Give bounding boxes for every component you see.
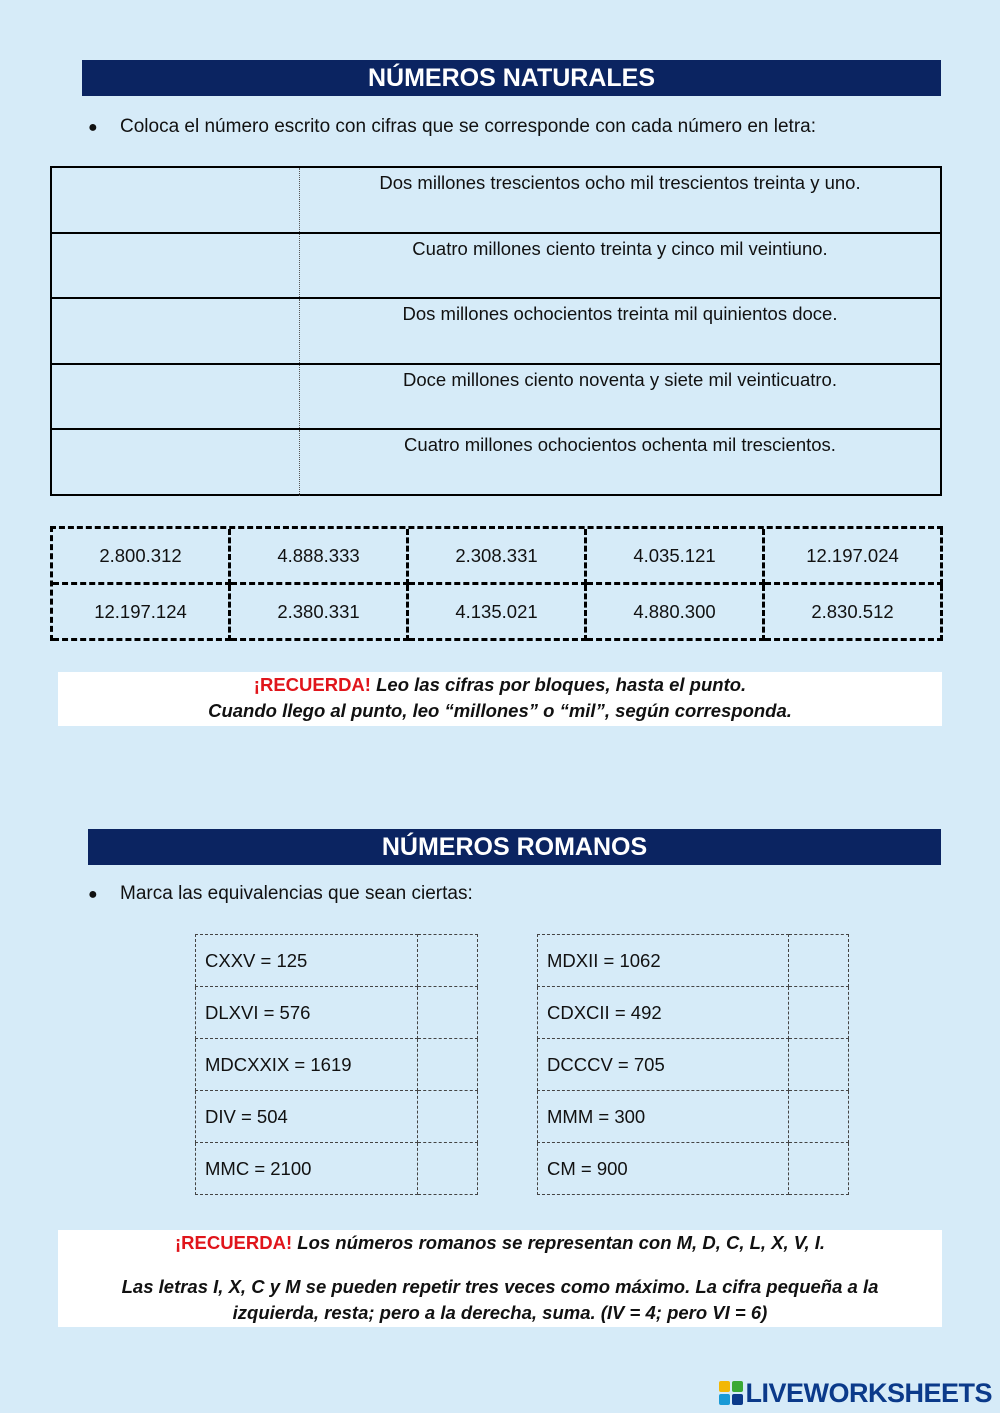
number-word-text: Cuatro millones ciento treinta y cinco mil veintiuno. [412,237,828,259]
number-option[interactable]: 2.830.512 [765,585,943,641]
number-option[interactable]: 2.308.331 [409,529,587,585]
number-option[interactable]: 4.880.300 [587,585,765,641]
check-box[interactable] [789,1143,849,1195]
number-options-grid [50,526,943,641]
roman-equivalence: MDXII = 1062 [538,935,789,987]
roman-numbers-title: NÚMEROS ROMANOS [88,829,941,865]
roman-equivalence: CM = 900 [538,1143,789,1195]
answer-drop-zone-3[interactable] [52,299,300,363]
table-row [196,1039,478,1091]
liveworksheets-logo [719,1376,992,1410]
answer-drop-zone-1[interactable] [52,168,300,232]
reminder-label: ¡RECUERDA! [174,1232,293,1253]
number-word-text: Dos millones trescientos ocho mil trescientos treinta y uno. [379,172,861,193]
roman-equivalence: MDCXXIX = 1619 [196,1039,418,1091]
roman-table-right [537,934,849,1195]
bullet-icon: ● [88,119,98,136]
table-row [52,299,940,365]
roman-equivalence: MMM = 300 [538,1091,789,1143]
number-word-text: Dos millones ochocientos treinta mil quinientos doce. [402,303,838,325]
roman-equivalence: CDXCII = 492 [538,987,789,1039]
logo-text: LIVEWORKSHEETS [745,1377,992,1408]
reminder-text: Leo las cifras por bloques, hasta el punto. [376,674,747,695]
answer-drop-zone-5[interactable] [52,430,300,496]
reminder-line-1 [58,672,942,698]
number-option[interactable]: 12.197.024 [765,529,943,585]
roman-equivalence: DIV = 504 [196,1091,418,1143]
natural-instruction-text: Coloca el número escrito con cifras que se corresponde con cada número en letra: [120,116,816,137]
table-row [538,987,849,1039]
table-row [538,1091,849,1143]
table-row [52,168,940,234]
reminder-label: ¡RECUERDA! [253,674,371,695]
check-box[interactable] [418,1039,478,1091]
bullet-icon: ● [88,886,98,903]
table-row [196,1091,478,1143]
table-row [196,1143,478,1195]
table-row [538,1143,849,1195]
table-row [52,430,940,496]
check-box[interactable] [418,1091,478,1143]
natural-instruction [88,116,816,138]
number-option[interactable]: 2.800.312 [53,529,231,585]
number-option[interactable]: 4.135.021 [409,585,587,641]
check-box[interactable] [789,1091,849,1143]
natural-reminder-box [58,672,942,726]
table-row [52,234,940,300]
roman-reminder-box [58,1230,942,1327]
check-box[interactable] [789,1039,849,1091]
roman-equivalence: DCCCV = 705 [538,1039,789,1091]
answer-drop-zone-2[interactable] [52,234,300,298]
number-option[interactable]: 12.197.124 [53,585,231,641]
roman-equivalence: DLXVI = 576 [196,987,418,1039]
reminder-line-2: Cuando llego al punto, leo “millones” o “mil”, según corresponda. [208,700,792,721]
answer-drop-zone-4[interactable] [52,365,300,429]
reminder-text: Los números romanos se representan con M, D, C, L, X, V, I. [297,1232,826,1253]
table-row [52,365,940,431]
number-word-text: Doce millones ciento noventa y siete mil veinticuatro. [403,368,837,390]
roman-table-left [195,934,478,1195]
roman-equivalence: CXXV = 125 [196,935,418,987]
check-box[interactable] [418,1143,478,1195]
number-word-text: Cuatro millones ochocientos ochenta mil trescientos. [404,434,836,456]
roman-equivalence: MMC = 2100 [196,1143,418,1195]
liveworksheets-logo-icon [719,1381,743,1405]
table-row [196,935,478,987]
table-row [196,987,478,1039]
roman-instruction [88,883,473,905]
check-box[interactable] [418,987,478,1039]
number-words-table [50,166,942,496]
number-option[interactable]: 4.888.333 [231,529,409,585]
number-option[interactable]: 2.380.331 [231,585,409,641]
table-row [538,1039,849,1091]
check-box[interactable] [418,935,478,987]
check-box[interactable] [789,987,849,1039]
table-row [538,935,849,987]
roman-instruction-text: Marca las equivalencias que sean ciertas: [120,883,473,904]
reminder-line-2: Las letras I, X, C y M se pueden repetir tres veces como máximo. La cifra pequeña a la izquierda, resta; pero a la derecha, suma. (IV = 4; pero VI = 6) [121,1276,879,1323]
number-option[interactable]: 4.035.121 [587,529,765,585]
check-box[interactable] [789,935,849,987]
reminder-line-1 [58,1230,942,1256]
natural-numbers-title: NÚMEROS NATURALES [82,60,941,96]
